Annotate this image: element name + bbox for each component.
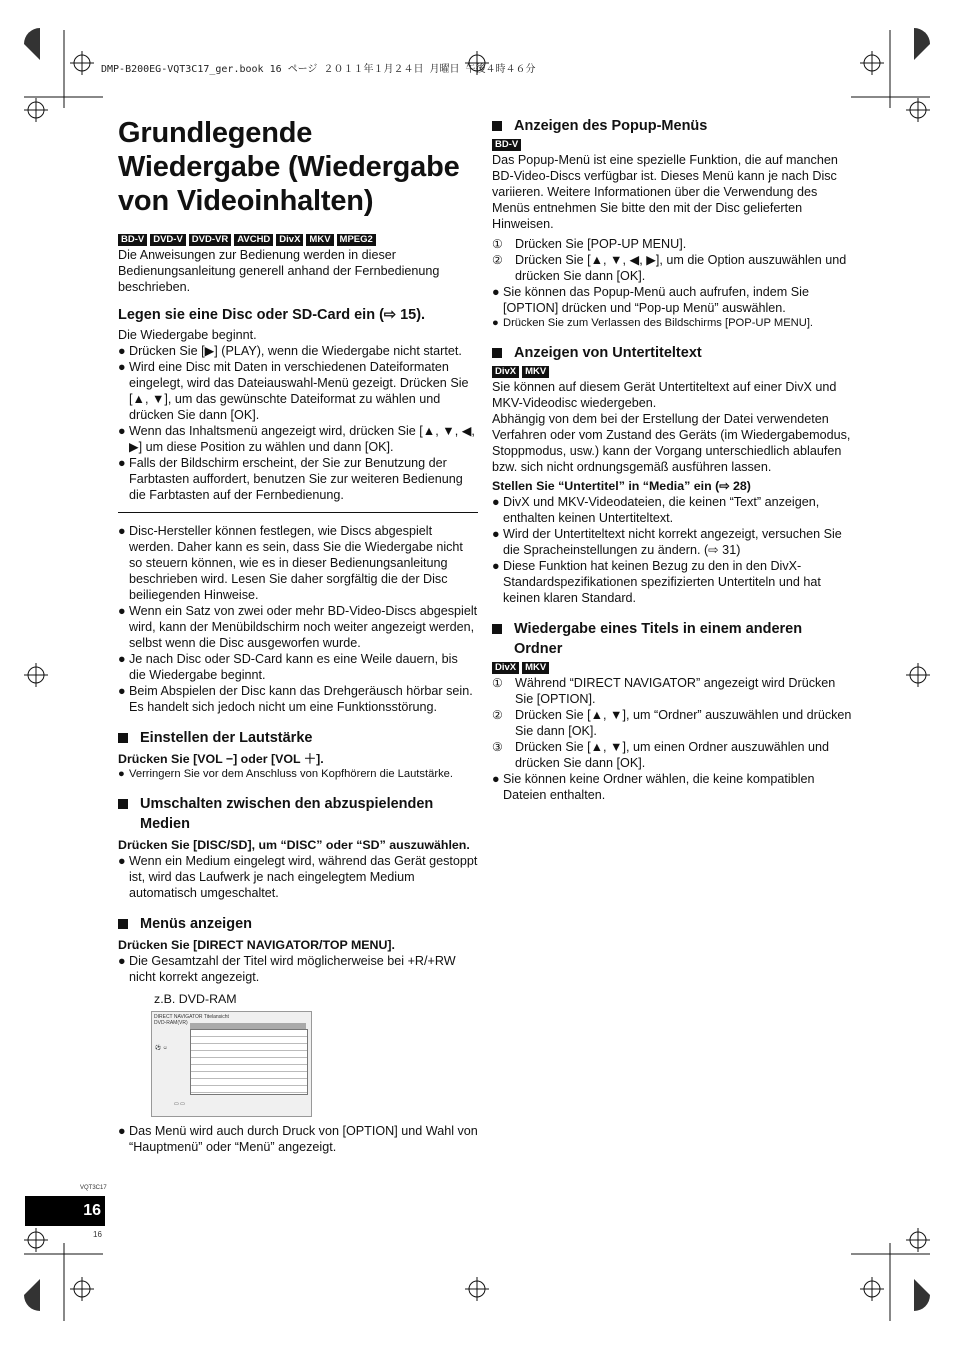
list-item: ● Diese Funktion hat keinen Bezug zu den in den DivX-Standardspezifikationen spezifizierten Untertiteln und hat keinen klaren Standard.: [492, 559, 821, 605]
menus-list: [118, 953, 478, 985]
format-badges: [492, 366, 852, 378]
screen-table: [190, 1029, 308, 1095]
step-item: ② Drücken Sie [▲, ▼, ◀, ▶], um die Option auszuwählen und drücken Sie dann [OK].: [492, 253, 847, 283]
badge: DivX: [276, 234, 303, 246]
page-code: VQT3C17: [80, 1185, 107, 1191]
subtitle-list: [492, 494, 852, 606]
direct-navigator-screenshot: [151, 1011, 312, 1117]
format-badges: [118, 234, 478, 246]
list-item: ● Sie können keine Ordner wählen, die keine kompatiblen Dateien enthalten.: [492, 772, 815, 802]
folder-list: [492, 771, 852, 803]
list-item: ● DivX und MKV-Videodateien, die keinen “Text” anzeigen, enthalten keinen Untertiteltext.: [492, 495, 820, 525]
subtitle-text: Sie können auf diesem Gerät Untertiteltext auf einer DivX und MKV-Videodisc wiedergeben. Abhängig von dem bei der Erstellung der Datei verwendeten Verfahren oder vom Zustand des Geräts (im Wiedergabemodus, Stoppmodus, usw.) kann der Vorgang unterschiedlich ablaufen bzw. sich nicht ordnungsgemäß ausführen lassen.: [492, 380, 851, 474]
list-item: ● Disc-Hersteller können festlegen, wie Discs abgespielt werden. Daher kann es sein, dass Sie die Wiedergabe nicht so steuern können, wie es in dieser Bedienungsanleitung beschrieben wird. Lesen Sie daher sorgfältig die der Disc beiliegenden Hinweise.: [118, 524, 463, 602]
menus-list-2: [118, 1123, 478, 1155]
print-header: DMP-B200EG-VQT3C17_ger.book 16 ページ ２０１１年１月２４日 月曜日 午後４時４６分: [101, 64, 536, 75]
page-number-small: 16: [93, 1230, 102, 1239]
step-item: ② Drücken Sie [▲, ▼], um “Ordner” auszuwählen und drücken Sie dann [OK].: [492, 708, 852, 738]
list-item: ● Sie können das Popup-Menü auch aufrufen, indem Sie [OPTION] drücken und “Pop-up Menü” auswählen.: [492, 285, 809, 315]
insert-disc-list: [118, 343, 478, 503]
popup-list: [492, 284, 852, 316]
insert-disc-heading: Legen sie eine Disc oder SD-Card ein (⇨ 15).: [118, 307, 426, 323]
badge: BD-V: [492, 139, 521, 151]
list-item: ● Wird eine Disc mit Daten in verschiedenen Dateiformaten eingelegt, wird das Dateiauswahl-Menü gezeigt. Drücken Sie [▲, ▼], um das gewünschte Dateiformat zu wählen und drücken Sie dann [OK].: [118, 360, 469, 422]
format-badges: [492, 662, 852, 674]
switch-media-list: [118, 853, 478, 901]
disc-icon: ⚽ ☺: [155, 1045, 168, 1051]
list-item: ● Wird der Untertiteltext nicht korrekt angezeigt, versuchen Sie die Spracheinstellungen zu ändern. (⇨ 31): [492, 527, 842, 557]
format-badges: [492, 139, 852, 151]
popup-heading: Anzeigen des Popup-Menüs: [492, 116, 852, 136]
popup-small-list: [492, 316, 852, 330]
list-item: ● Falls der Bildschirm erscheint, der Sie zur Benutzung der Farbtasten auffordert, benutzen Sie zur weiteren Bedienung die Farbtasten auf der Fernbedienung.: [118, 456, 463, 502]
left-column: [118, 116, 478, 1155]
step-item: ① Während “DIRECT NAVIGATOR” angezeigt wird Drücken Sie [OPTION].: [492, 676, 836, 706]
right-column: [492, 116, 852, 803]
volume-heading: Einstellen der Lautstärke: [118, 728, 478, 748]
menus-heading: Menüs anzeigen: [118, 914, 478, 934]
badge: DivX: [492, 366, 519, 378]
list-item: ● Drücken Sie [▶] (PLAY), wenn die Wiedergabe nicht startet.: [118, 344, 462, 358]
switch-media-heading: Umschalten zwischen den abzuspielenden Medien: [118, 794, 478, 834]
list-item: ● Wenn ein Medium eingelegt wird, während das Gerät gestoppt ist, wird das Laufwerk je nach eingelegtem Medium automatisch umgeschaltet.: [118, 854, 478, 900]
list-item: ● Das Menü wird auch durch Druck von [OPTION] und Wahl von “Hauptmenü” oder “Menü” angezeigt.: [118, 1124, 478, 1154]
list-item: ● Drücken Sie zum Verlassen des Bildschirms [POP-UP MENU].: [492, 317, 814, 329]
popup-steps: [492, 236, 852, 284]
badge: BD-V: [118, 234, 147, 246]
menus-instruction: Drücken Sie [DIRECT NAVIGATOR/TOP MENU].: [118, 938, 395, 952]
page-number: 16: [25, 1196, 105, 1226]
badge: AVCHD: [234, 234, 273, 246]
badge: MKV: [306, 234, 333, 246]
switch-media-instruction: Drücken Sie [DISC/SD], um “DISC” oder “SD” auszuwählen.: [118, 838, 470, 852]
intro-text: Die Anweisungen zur Bedienung werden in dieser Bedienungsanleitung generell anhand der Fernbedienung beschrieben.: [118, 248, 440, 294]
badge: DVD-V: [150, 234, 186, 246]
page-title: Grundlegende Wiedergabe (Wiedergabe von Videoinhalten): [118, 117, 460, 217]
insert-disc-text: Die Wiedergabe beginnt.: [118, 328, 257, 342]
step-item: ③ Drücken Sie [▲, ▼], um einen Ordner auszuwählen und drücken Sie dann [OK].: [492, 740, 830, 770]
list-item: ● Beim Abspielen der Disc kann das Drehgeräusch hörbar sein. Es handelt sich jedoch nicht um eine Funktionsstörung.: [118, 684, 473, 714]
list-item: ● Die Gesamtzahl der Titel wird möglicherweise bei +R/+RW nicht korrekt angezeigt.: [118, 954, 456, 984]
folder-steps: [492, 675, 852, 771]
step-item: ① Drücken Sie [POP-UP MENU].: [492, 237, 687, 251]
badge: MKV: [522, 366, 549, 378]
subtitle-instruction: Stellen Sie “Untertitel” in “Media” ein (⇨ 28): [492, 479, 751, 493]
screenshot-caption: z.B. DVD-RAM: [154, 992, 237, 1006]
folder-heading: Wiedergabe eines Titels in einem anderen Ordner: [492, 619, 852, 659]
badge: MPEG2: [337, 234, 376, 246]
badge: DVD-VR: [189, 234, 231, 246]
volume-list: [118, 767, 478, 781]
popup-text: Das Popup-Menü ist eine spezielle Funktion, die auf manchen BD-Video-Discs verfügbar ist. Dieses Menü kann je nach Disc variieren. Weitere Informationen über die Verwendung des Menüs entnehmen Sie bitte den mit der Disc gelieferten Hinweisen.: [492, 153, 838, 231]
subtitle-heading: Anzeigen von Untertiteltext: [492, 343, 852, 363]
list-item: ● Je nach Disc oder SD-Card kann es eine Weile dauern, bis die Wiedergabe beginnt.: [118, 652, 458, 682]
notes-list: [118, 523, 478, 715]
list-item: ● Verringern Sie vor dem Anschluss von Kopfhörern die Lautstärke.: [118, 768, 453, 780]
divider: [118, 512, 478, 513]
screen-subtitle: DVD-RAM(VR): [154, 1020, 188, 1026]
screen-title: DIRECT NAVIGATOR Titelansicht: [154, 1014, 229, 1020]
list-item: ● Wenn das Inhaltsmenü angezeigt wird, drücken Sie [▲, ▼, ◀, ▶] um diese Position zu wählen und dann [OK].: [118, 424, 475, 454]
list-item: ● Wenn ein Satz von zwei oder mehr BD-Video-Discs abgespielt wird, kann der Menübildschirm noch weiter angezeigt werden, selbst wenn die Disc ausgeworfen wurde.: [118, 604, 478, 650]
badge: DivX: [492, 662, 519, 674]
volume-instruction: Drücken Sie [VOL −] oder [VOL ＋].: [118, 752, 324, 766]
screen-footer-icon: ▭ ▭: [174, 1101, 185, 1107]
badge: MKV: [522, 662, 549, 674]
